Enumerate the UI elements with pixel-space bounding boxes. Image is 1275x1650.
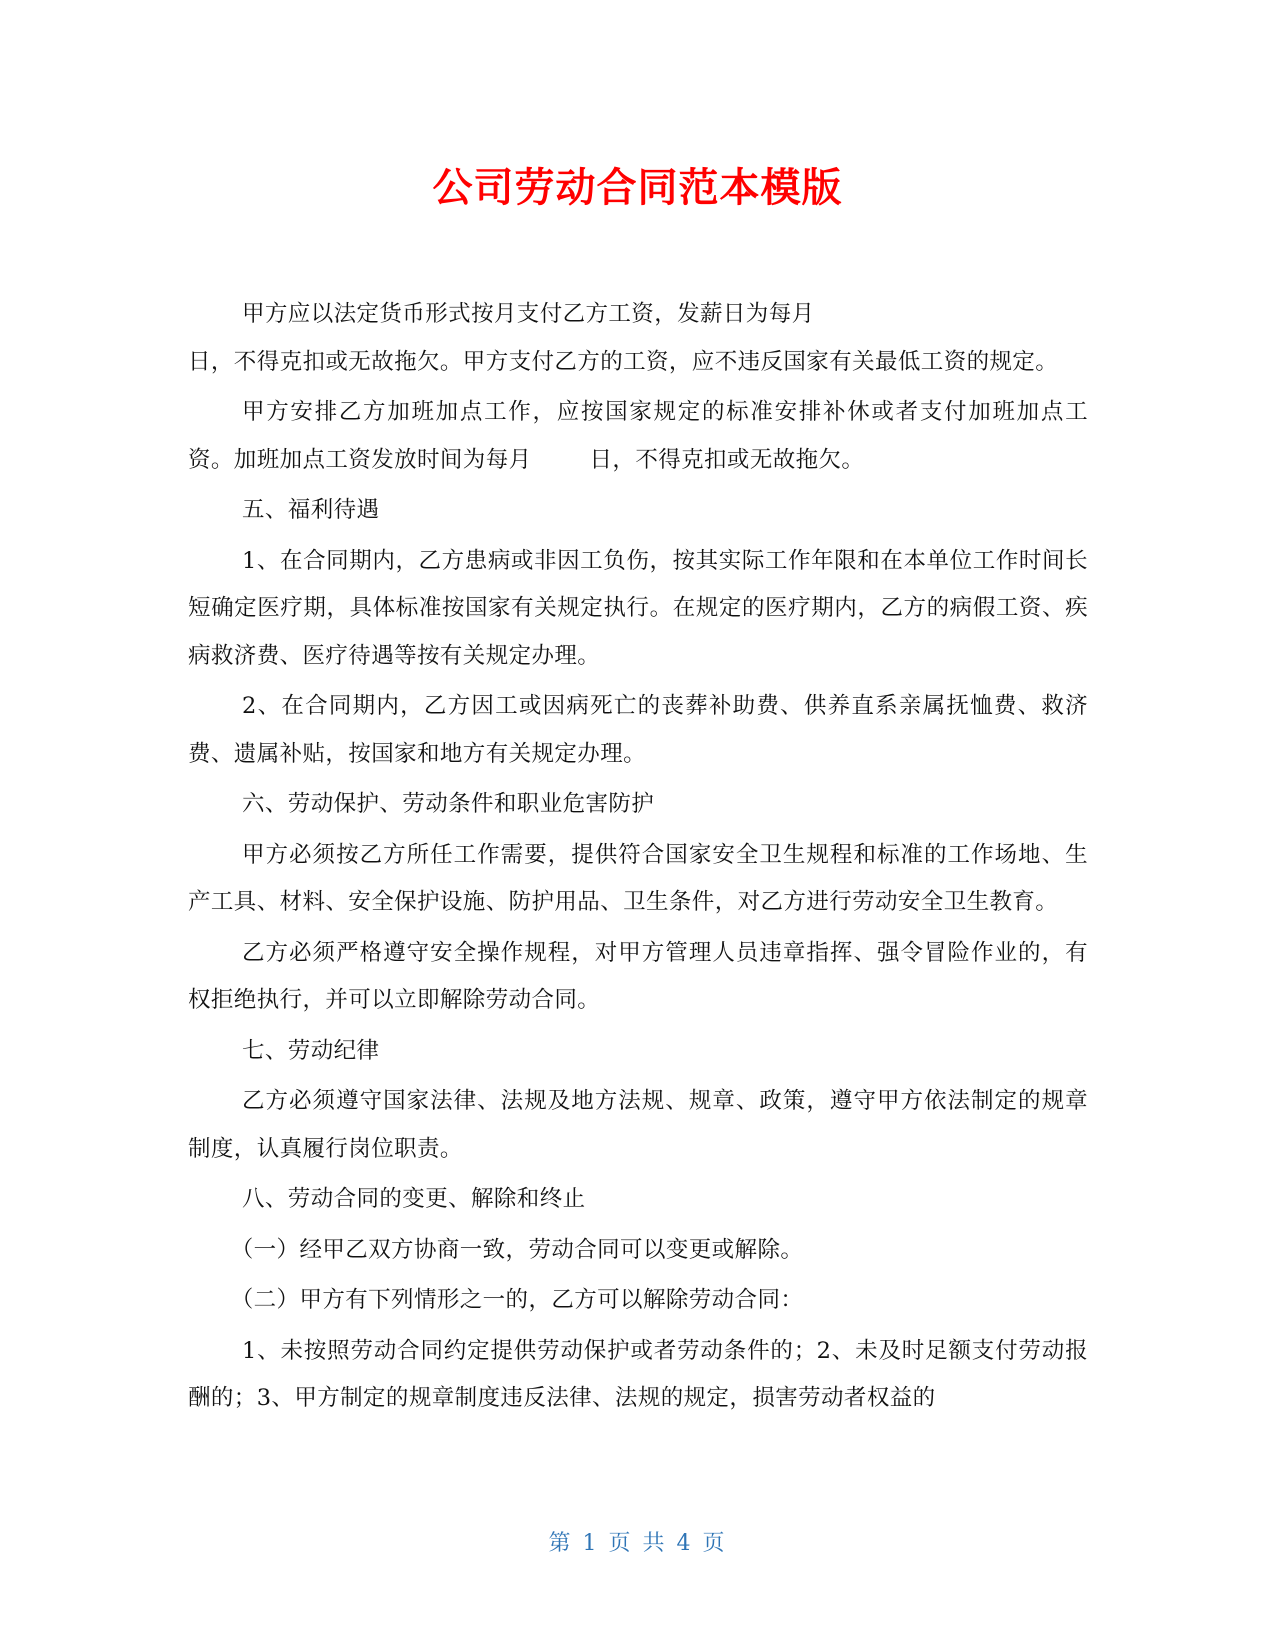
paragraph-protection-2: 乙方必须严格遵守安全操作规程，对甲方管理人员违章指挥、强令冒险作业的，有权拒绝执行，并可以立即解除劳动合同。 (188, 939, 1088, 1013)
document-body (188, 291, 1088, 1426)
paragraph-termination-2: （二）甲方有下列情形之一的，乙方可以解除劳动合同： (230, 1287, 804, 1313)
section-heading-welfare: 五、福利待遇 (242, 497, 380, 523)
paragraph-welfare-2: 2、在合同期内，乙方因工或因病死亡的丧葬补助费、供养直系亲属抚恤费、救济费、遗属补贴，按国家和地方有关规定办理。 (188, 693, 1088, 767)
paragraph-protection-1: 甲方必须按乙方所任工作需要，提供符合国家安全卫生规程和标准的工作场地、生产工具、材料、安全保护设施、防护用品、卫生条件，对乙方进行劳动安全卫生教育。 (188, 841, 1088, 915)
footer-current-page: 1 (582, 1531, 599, 1556)
footer-suffix: 页 (702, 1531, 727, 1556)
section-heading-termination: 八、劳动合同的变更、解除和终止 (242, 1186, 586, 1212)
footer-total-label: 共 (642, 1531, 667, 1556)
section-heading-discipline: 七、劳动纪律 (242, 1037, 380, 1064)
paragraph-text: 甲方安排乙方加班加点工作，应按国家规定的标准安排补休或者支付加班加点工资。加班加点工资发放时间为每月 (188, 399, 1088, 473)
footer-prefix: 第 (548, 1531, 573, 1556)
paragraph-welfare-1: 1、在合同期内，乙方患病或非因工负伤，按其实际工作年限和在本单位工作时间长短确定医疗期，具体标准按国家有关规定执行。在规定的医疗期内，乙方的病假工资、疾病救济费、医疗待遇等按有关规定办理。 (188, 547, 1088, 669)
paragraph-overtime (188, 389, 1088, 484)
paragraph-termination-3: 1、未按照劳动合同约定提供劳动保护或者劳动条件的；2、未及时足额支付劳动报酬的；3、甲方制定的规章制度违反法律、法规的规定，损害劳动者权益的 (188, 1337, 1088, 1411)
paragraph-termination-1: （一）经甲乙双方协商一致，劳动合同可以变更或解除。 (230, 1236, 804, 1263)
paragraph-salary (188, 291, 1088, 386)
footer-page-label: 页 (608, 1531, 633, 1556)
paragraph-text: 甲方应以法定货币形式按月支付乙方工资，发薪日为每月 (242, 301, 815, 327)
footer-total-pages: 4 (676, 1531, 693, 1556)
page-footer (0, 1528, 1275, 1560)
paragraph-text: 日，不得克扣或无故拖欠。 (589, 446, 865, 473)
paragraph-discipline: 乙方必须遵守国家法律、法规及地方法规、规章、政策，遵守甲方依法制定的规章制度，认真履行岗位职责。 (188, 1088, 1088, 1162)
section-heading-protection: 六、劳动保护、劳动条件和职业危害防护 (242, 791, 655, 817)
document-title: 公司劳动合同范本模版 (432, 165, 843, 211)
paragraph-text: 日，不得克扣或无故拖欠。甲方支付乙方的工资，应不违反国家有关最低工资的规定。 (188, 348, 1059, 375)
